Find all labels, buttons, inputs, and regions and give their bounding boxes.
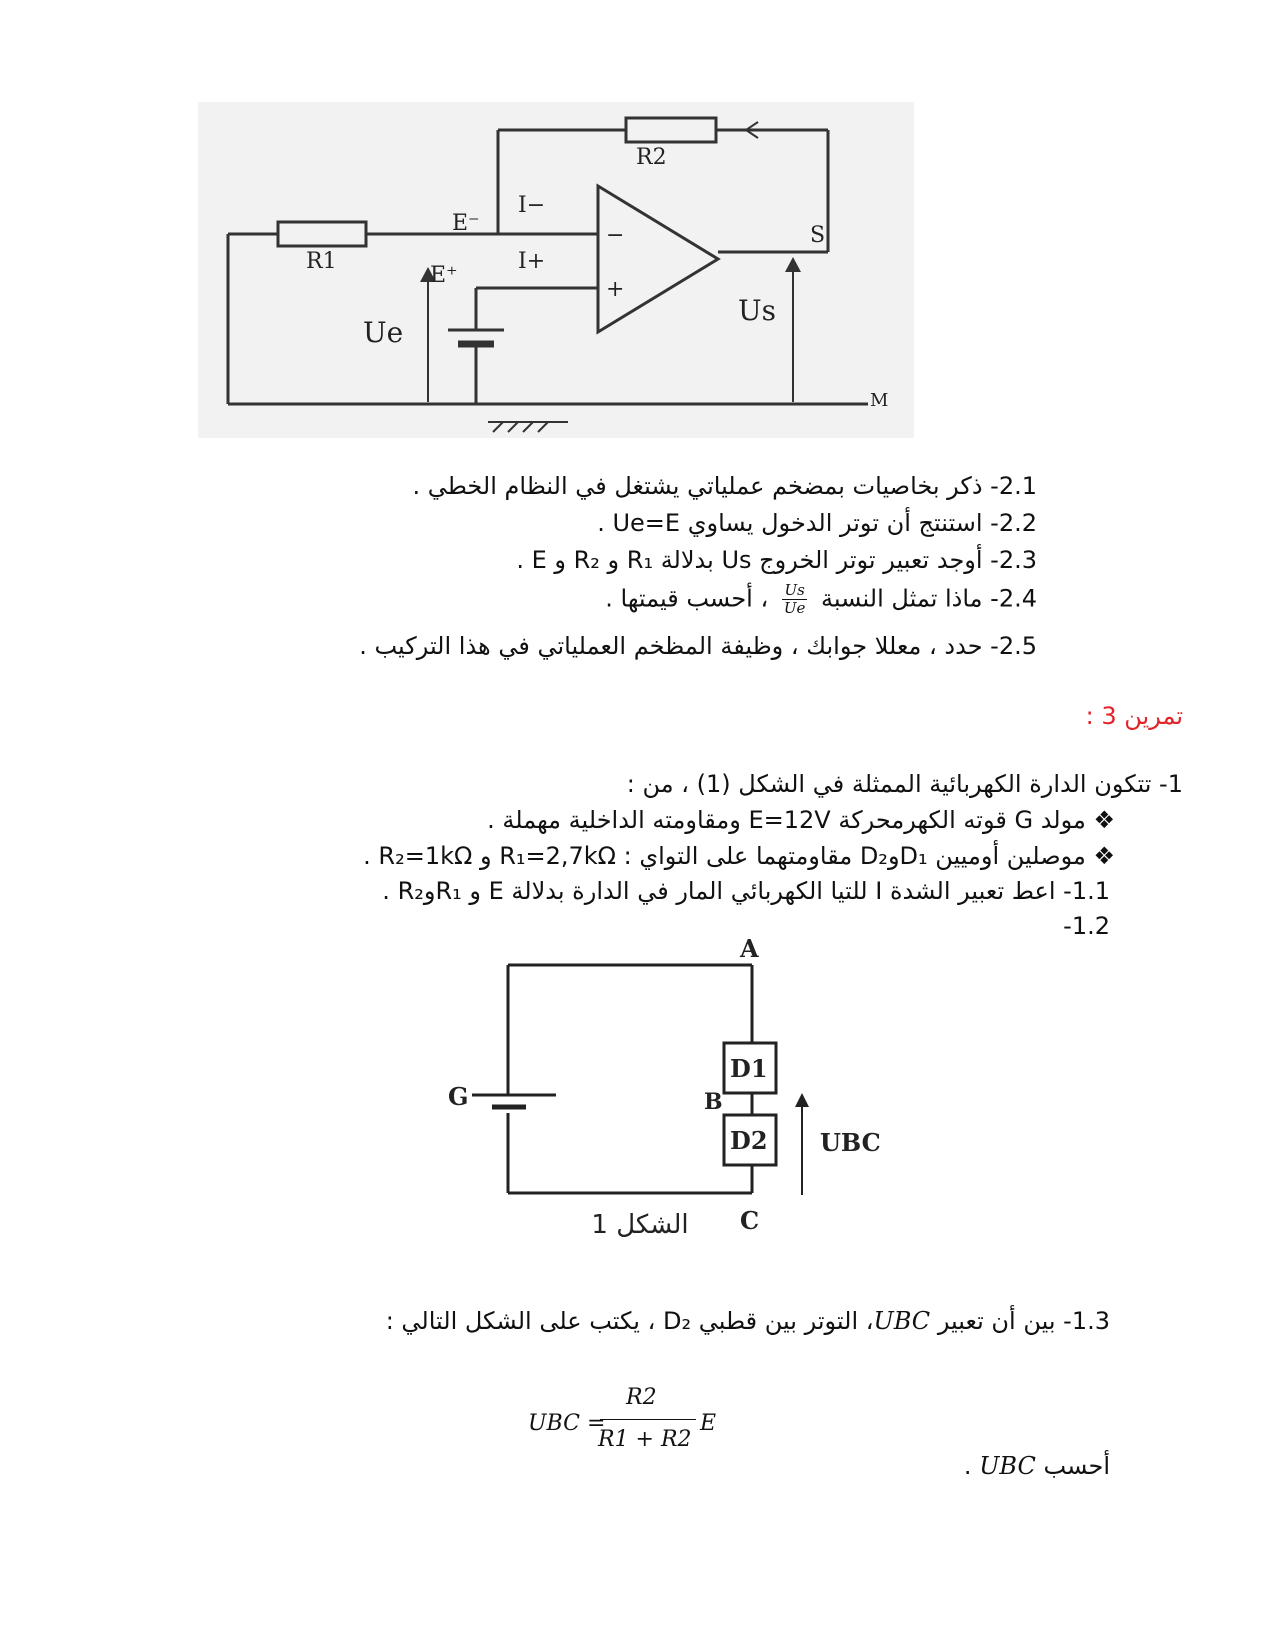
label-r1: R1 xyxy=(306,249,337,274)
question-1-3 xyxy=(386,1307,1110,1335)
formula-factor: E xyxy=(700,1411,717,1436)
opamp-circuit-figure xyxy=(198,102,914,438)
opamp-circuit-diagram xyxy=(198,102,914,438)
opamp-triangle xyxy=(598,186,718,332)
series-circuit-diagram xyxy=(440,925,900,1260)
figure-caption: الشكل 1 xyxy=(591,1210,689,1240)
d1-label: D1 xyxy=(730,1054,768,1083)
exercise-3-bullet-resistors: ❖ موصلين أوميين D₁وD₂ مقاومتهما على التواي : R₁=2,7kΩ و R₂=1kΩ . xyxy=(363,842,1115,870)
question-2-4-after: ، أحسب قيمتها . xyxy=(605,584,769,613)
node-b-label: B xyxy=(704,1089,723,1115)
question-1-2: 1.2- xyxy=(1063,912,1110,940)
compute-ubc-symbol: UBC xyxy=(979,1452,1036,1480)
node-c-label: C xyxy=(740,1206,760,1235)
question-1-1: 1.1- اعط تعبير الشدة I للتيا الكهربائي المار في الدارة بدلالة E و R₁وR₂ . xyxy=(382,877,1110,905)
formula-denominator: R1 + R2 xyxy=(598,1427,692,1452)
ratio-fraction xyxy=(782,582,808,617)
question-2-1: 2.1- ذكر بخاصيات بمضخم عملياتي يشتغل في النظام الخطي . xyxy=(412,472,1037,500)
label-e-plus: E⁺ xyxy=(430,263,458,288)
question-2-5: 2.5- حدد ، معللا جوابك ، وظيفة المظخم العملياتي في هذا التركيب . xyxy=(359,632,1037,660)
resistor-r2 xyxy=(626,118,716,142)
question-2-4-before: 2.4- ماذا تمثل النسبة xyxy=(821,584,1037,613)
exercise-3-bullet-generator: ❖ مولد G قوته الكهرمحركة E=12V ومقاومته الداخلية مهملة . xyxy=(487,806,1115,834)
label-plus-sign: + xyxy=(606,277,625,302)
label-minus-sign: − xyxy=(606,223,625,248)
label-i-plus: I+ xyxy=(518,249,546,274)
node-a-label: A xyxy=(740,934,759,963)
formula-fraction-bar xyxy=(600,1419,696,1420)
exercise-3-title: تمرين 3 : xyxy=(1085,702,1183,730)
question-1-3-ubc: UBC xyxy=(873,1307,931,1335)
ubc-arrow-label: UBC xyxy=(820,1128,881,1157)
label-ue: Ue xyxy=(363,316,404,349)
question-1-3-prefix: 1.3- بين أن تعبير xyxy=(937,1307,1110,1335)
question-2-4 xyxy=(605,582,1037,617)
exercise-3-intro: 1- تتكون الدارة الكهربائية الممثلة في الشكل (1) ، من : xyxy=(626,770,1183,798)
ubc-formula xyxy=(528,1385,748,1465)
label-us: Us xyxy=(738,294,776,327)
formula-lhs: UBC = xyxy=(528,1411,606,1436)
question-1-3-suffix: ، التوتر بين قطبي D₂ ، يكتب على الشكل التالي : xyxy=(385,1307,874,1335)
generator-g-label: G xyxy=(448,1082,469,1111)
label-s: S xyxy=(810,223,826,248)
series-circuit-figure xyxy=(440,925,900,1260)
question-2-2: 2.2- استنتج أن توتر الدخول يساوي Ue=E . xyxy=(597,509,1037,537)
label-i-minus: I− xyxy=(518,193,546,218)
compute-word: أحسب xyxy=(1043,1452,1110,1480)
label-m: M xyxy=(870,390,889,411)
resistor-r1 xyxy=(278,222,366,246)
d2-label: D2 xyxy=(730,1126,768,1155)
ratio-denominator: Ue xyxy=(783,599,806,617)
formula-numerator: R2 xyxy=(626,1385,657,1410)
compute-ubc xyxy=(964,1452,1110,1480)
ratio-numerator: Us xyxy=(782,582,808,600)
label-e-minus: E⁻ xyxy=(452,211,480,236)
compute-end: . xyxy=(963,1452,972,1480)
question-2-3: 2.3- أوجد تعبير توتر الخروج Us بدلالة R₁ و R₂ و E . xyxy=(516,546,1037,574)
label-r2: R2 xyxy=(636,145,667,170)
